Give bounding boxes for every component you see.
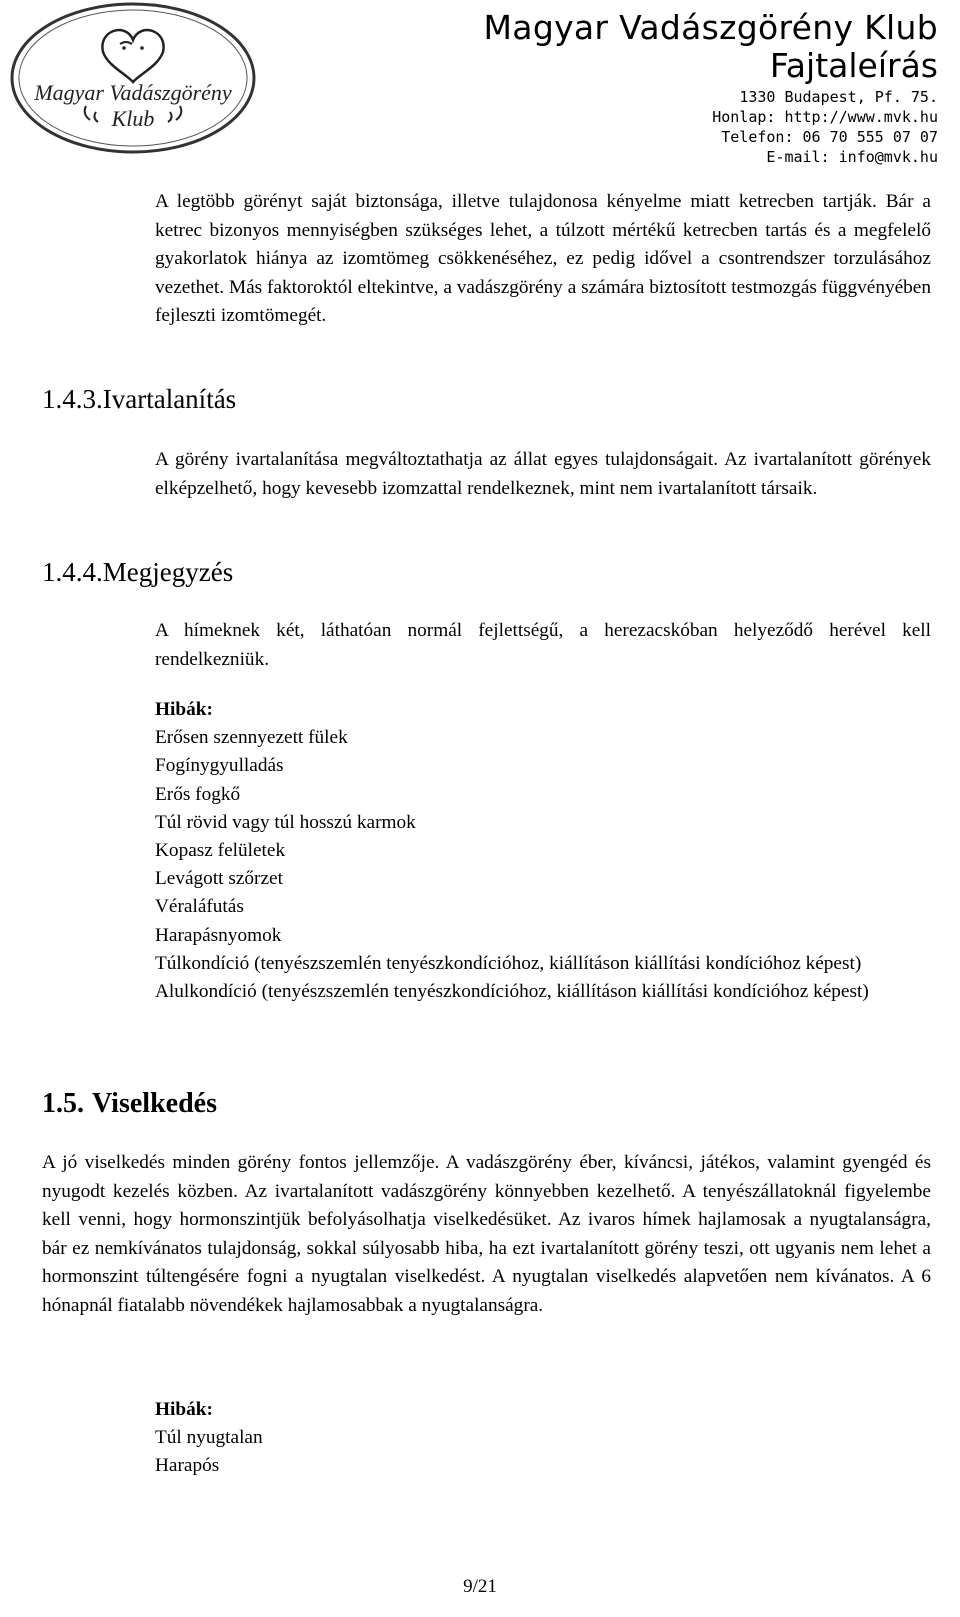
section-text-megjegyzes: A hímeknek két, láthatóan normál fejlettségű, a herezacskóban helyeződő herével kell rendelkezniük.	[155, 620, 931, 670]
club-name: Magyar Vadászgörény Klub	[483, 8, 938, 47]
contact-address: 1330 Budapest, Pf. 75.	[739, 88, 938, 106]
logo-text-line2: Klub	[111, 106, 155, 131]
list-item: Erős fogkő	[155, 783, 241, 805]
list-item: Levágott szőrzet	[155, 868, 283, 890]
logo-text-line1: Magyar Vadászgörény	[34, 80, 232, 105]
section-heading-ivartalanitas: 1.4.3.Ivartalanítás	[42, 384, 237, 414]
section-text-viselkedes: A jó viselkedés minden görény fontos jellemzője. A vadászgörény éber, kíváncsi, játékos, valamint gyengéd és nyugodt kezelés közben. Az ivartalanított vadászgörény könnyebben kezelhető. A tenyészállatoknál figyelembe kell venni, hogy hormonszintjük befolyásolhatja viselkedésüket. Az ivaros hímek hajlamosak a nyugtalanságra, bár ez nemkívánatos tulajdonság, sokkal súlyosabb hiba, ha ezt ivartalanított görény teszi, ott ugyanis nem lehet a hormonszint túltengésére fogni a nyugtalan viselkedést. A nyugtalan viselkedés alapvetően nem kívánatos. A 6 hónapnál fiatalabb növendékek hajlamosabbak a nyugtalanságra.	[42, 1152, 931, 1316]
intro-paragraph: A legtöbb görényt saját biztonsága, illetve tulajdonosa kényelme miatt ketrecben tartják. Bár a ketrec bizonyos mennyiségben szükséges lehet, a túlzott mértékű ketrecben tartás és a megfelelő gyakorlatok hiánya az izomtömeg csökkenéséhez, ez pedig idővel a csontrendszer torzulásához vezethet. Más faktoroktól eltekintve, a vadászgörény a számára biztosított testmozgás függvényében fejleszti izomtömegét.	[155, 191, 931, 327]
section-heading-viselkedes	[42, 1088, 217, 1120]
list-item: Túlkondíció (tenyészszemlén tenyészkondícióhoz, kiállításon kiállítási kondícióhoz képest)	[155, 952, 862, 974]
contact-email: E-mail: info@mvk.hu	[766, 148, 938, 166]
list-item: Fogínygyulladás	[155, 755, 284, 777]
club-logo	[8, 0, 258, 160]
contact-phone: Telefon: 06 70 555 07 07	[721, 128, 938, 146]
list-item: Erősen szennyezett fülek	[155, 727, 348, 749]
section-number: 1.5.	[42, 1088, 84, 1119]
list-item: Alulkondíció (tenyészszemlén tenyészkondícióhoz, kiállításon kiállítási kondícióhoz képest)	[155, 981, 869, 1003]
section-text-ivartalanitas: A görény ivartalanítása megváltoztathatja az állat egyes tulajdonságait. Az ivartalanított görények elképzelhető, hogy kevesebb izomzattal rendelkeznek, mint nem ivartalanított társaik.	[155, 449, 931, 499]
section-heading-megjegyzes: 1.4.4.Megjegyzés	[42, 557, 234, 587]
faults-list-megjegyzes	[155, 696, 935, 1006]
faults-label: Hibák:	[155, 699, 213, 720]
list-item: Véraláfutás	[155, 896, 244, 918]
section-title: Viselkedés	[92, 1088, 217, 1119]
page-number: 9/21	[463, 1576, 497, 1597]
document-title: Fajtaleírás	[769, 46, 938, 85]
faults-list-viselkedes	[155, 1396, 935, 1481]
list-item: Harapásnyomok	[155, 924, 282, 946]
contact-website: Honlap: http://www.mvk.hu	[712, 108, 938, 126]
faults-label: Hibák:	[155, 1399, 213, 1420]
list-item: Kopasz felületek	[155, 840, 286, 862]
list-item: Harapós	[155, 1455, 220, 1477]
list-item: Túl nyugtalan	[155, 1427, 263, 1449]
list-item: Túl rövid vagy túl hosszú karmok	[155, 811, 416, 833]
